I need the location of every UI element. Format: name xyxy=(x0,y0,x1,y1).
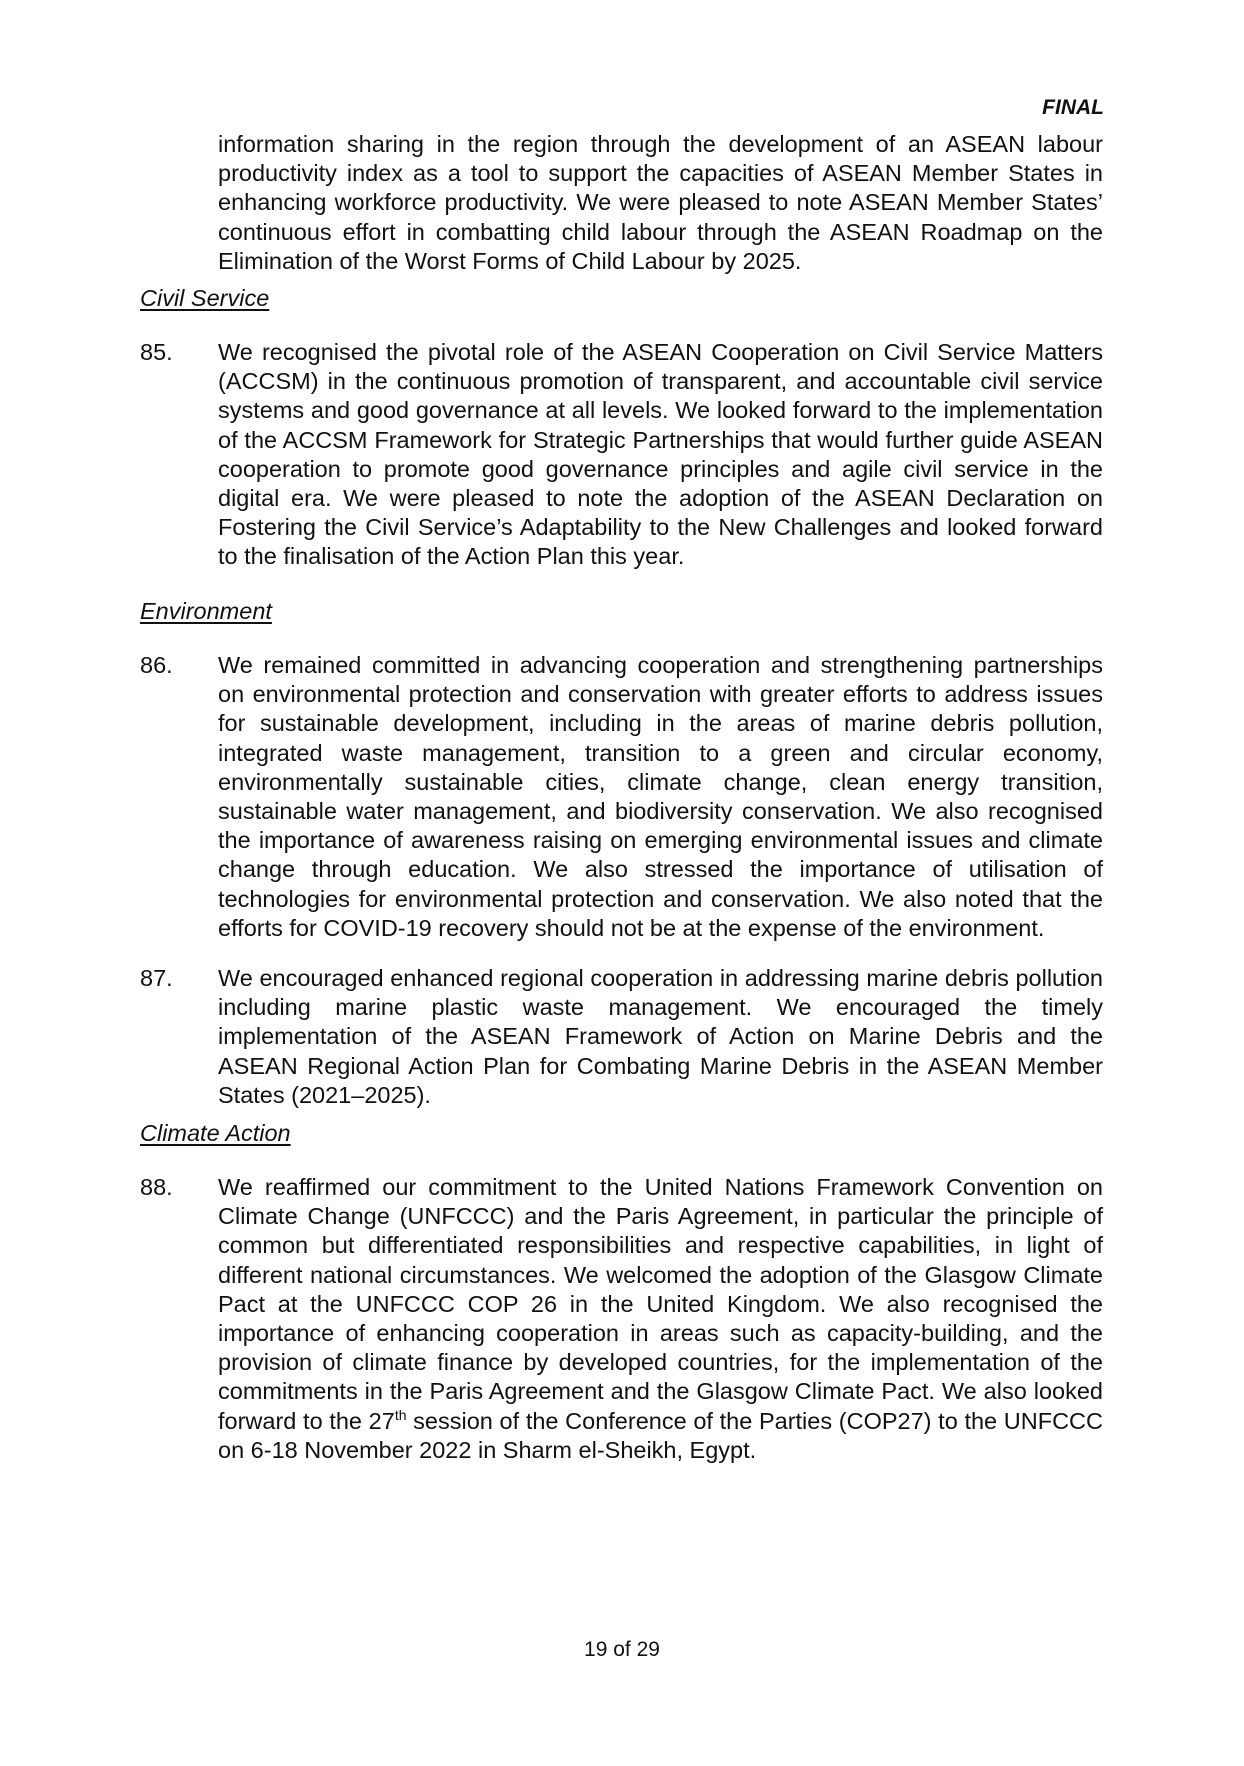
section-heading-environment: Environment xyxy=(140,598,272,624)
paragraph-87-text: We encouraged enhanced regional cooperation in addressing marine debris pollution including marine plastic waste management. We encouraged the timely implementation of the ASEAN Framework of Action on Marine Debris and the ASEAN Regional Action Plan for Combating Marine Debris in the ASEAN Member States (2021–2025). xyxy=(218,965,1103,1108)
page-number: 19 of 29 xyxy=(584,1638,660,1661)
intro-paragraph: information sharing in the region through the development of an ASEAN labour productivity index as a tool to support the capacities of ASEAN Member States in enhancing workforce productivity. We were pleased to note ASEAN Member States’ continuous effort in combatting child labour through the ASEAN Roadmap on the Elimination of the Worst Forms of Child Labour by 2025. xyxy=(218,131,1103,274)
paragraph-88-text xyxy=(218,1173,1103,1465)
section-heading-civil-service: Civil Service xyxy=(140,285,270,311)
paragraph-86-text: We remained committed in advancing cooperation and strengthening partnerships on environmental protection and conservation with greater efforts to address issues for sustainable development, including in the areas of marine debris pollution, integrated waste management, transition to a green and circular economy, environmentally sustainable cities, climate change, clean energy transition, sustainable water management, and biodiversity conservation. We also recognised the importance of awareness raising on emerging environmental issues and climate change through education. We also stressed the importance of utilisation of technologies for environmental protection and conservation. We also noted that the efforts for COVID-19 recovery should not be at the expense of the environment. xyxy=(218,652,1103,941)
document-status-label: FINAL xyxy=(1042,96,1104,119)
paragraph-number-87: 87. xyxy=(140,965,173,991)
section-heading-climate-action: Climate Action xyxy=(140,1120,291,1146)
paragraph-88-text-start: We reaffirmed our commitment to the United Nations Framework Convention on Climate Change (UNFCCC) and the Paris Agreement, in particular the principle of common but differentiated responsibilities and respective capabilities, in light of different national circumstances. We welcomed the adoption of the Glasgow Climate Pact at the UNFCCC COP 26 in the United Kingdom. We also recognised the importance of enhancing cooperation in areas such as capacity-building, and the provision of climate finance by developed countries, for the implementation of the commitments in the Paris Agreement and the Glasgow Climate Pact. We also looked forward to the 27 xyxy=(218,1174,1103,1434)
paragraph-88-text-end: session of the Conference of the Parties (COP27) to the UNFCCC on 6-18 November 2022 in Sharm el-Sheikh, Egypt. xyxy=(218,1407,1104,1463)
paragraph-85-text: We recognised the pivotal role of the ASEAN Cooperation on Civil Service Matters (ACCSM) in the continuous promotion of transparent, and accountable civil service systems and good governance at all levels. We looked forward to the implementation of the ACCSM Framework for Strategic Partnerships that would further guide ASEAN cooperation to promote good governance principles and agile civil service in the digital era. We were pleased to note the adoption of the ASEAN Declaration on Fostering the Civil Service’s Adaptability to the New Challenges and looked forward to the finalisation of the Action Plan this year. xyxy=(218,339,1103,570)
ordinal-superscript: th xyxy=(394,1406,407,1423)
paragraph-number-86: 86. xyxy=(140,652,173,678)
paragraph-number-88: 88. xyxy=(140,1174,173,1200)
paragraph-number-85: 85. xyxy=(140,339,173,365)
